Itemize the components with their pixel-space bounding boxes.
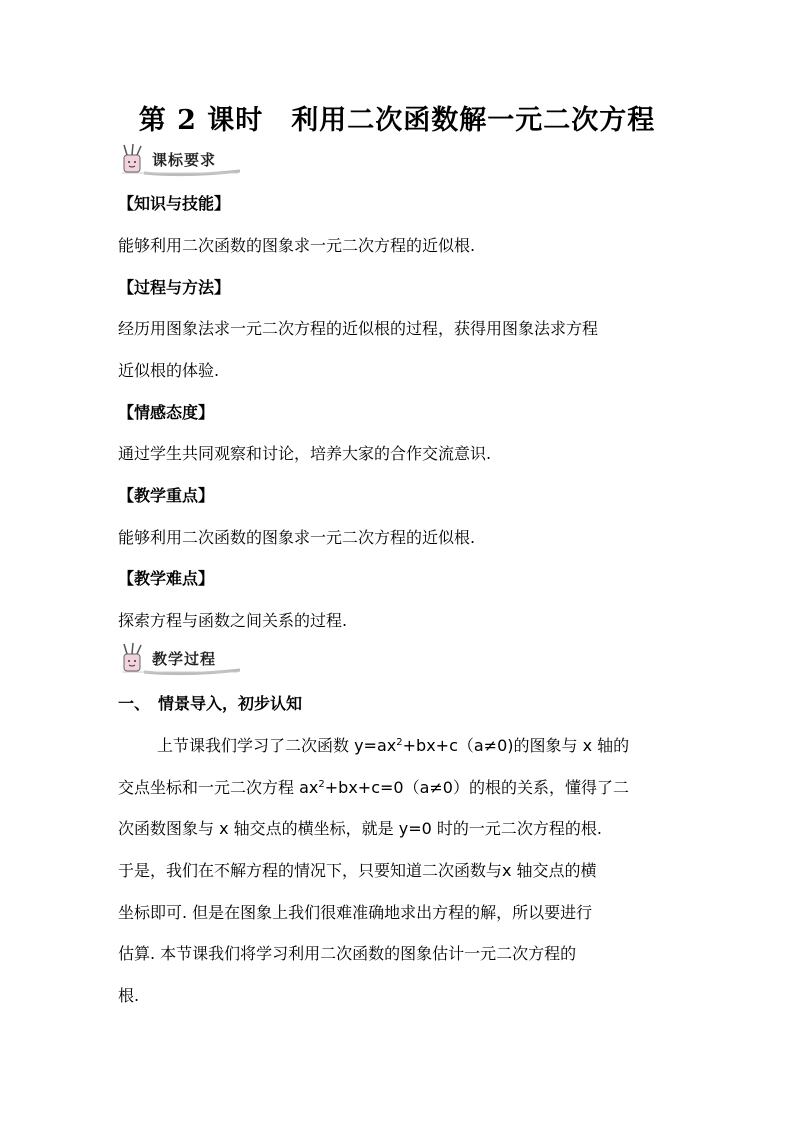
section-text-process-method-1: 经历用图象法求一元二次方程的近似根的过程，获得用图象法求方程: [118, 319, 599, 338]
section-heading-difficulty: 【教学难点】: [118, 569, 215, 588]
section-text-process-method-2: 近似根的体验.: [118, 361, 220, 380]
part1-line-1-a: 上节课我们学习了二次函数 y=ax: [157, 736, 397, 755]
part1-line-1-b: +bx+c（a≠0)的图象与 x 轴的: [402, 736, 630, 755]
section-text-attitude: 通过学生共同观察和讨论，培养大家的合作交流意识.: [118, 444, 492, 463]
part1-line-5: 坐标即可. 但是在图象上我们很难准确地求出方程的解，所以要进行: [118, 903, 593, 922]
part1-line-4: 于是，我们在不解方程的情况下，只要知道二次函数与x 轴交点的横: [118, 861, 597, 880]
section-heading-key-point: 【教学重点】: [118, 486, 215, 505]
part1-line-7: 根.: [118, 986, 140, 1005]
part1-line-2-sup: 2: [318, 779, 325, 790]
section-heading-knowledge: 【知识与技能】: [118, 194, 231, 213]
part1-heading: 一、 情景导入，初步认知: [118, 694, 303, 713]
process-banner: [118, 642, 242, 676]
part1-line-2: [118, 775, 629, 798]
part1-line-1-sup: 2: [396, 737, 403, 748]
section-text-key-point: 能够利用二次函数的图象求一元二次方程的近似根.: [118, 528, 476, 547]
part1-line-1: [157, 733, 629, 756]
section-heading-process-method: 【过程与方法】: [118, 278, 231, 297]
section-heading-attitude: 【情感态度】: [118, 403, 215, 422]
part1-line-2-b: +bx+c=0（a≠0）的根的关系，懂得了二: [324, 778, 629, 797]
part1-line-3: 次函数图象与 x 轴交点的横坐标，就是 y=0 时的一元二次方程的根.: [118, 819, 602, 838]
section-text-difficulty: 探索方程与函数之间关系的过程.: [118, 611, 348, 630]
part1-line-6: 估算. 本节课我们将学习利用二次函数的图象估计一元二次方程的: [118, 944, 577, 963]
page-title: 第 2 课时 利用二次函数解一元二次方程: [138, 105, 656, 136]
objectives-banner: [118, 143, 242, 177]
part1-line-2-a: 交点坐标和一元二次方程 ax: [118, 778, 319, 797]
process-banner-label: 教学过程: [152, 650, 217, 668]
objectives-banner-label: 课标要求: [152, 151, 217, 169]
section-text-knowledge: 能够利用二次函数的图象求一元二次方程的近似根.: [118, 236, 476, 255]
